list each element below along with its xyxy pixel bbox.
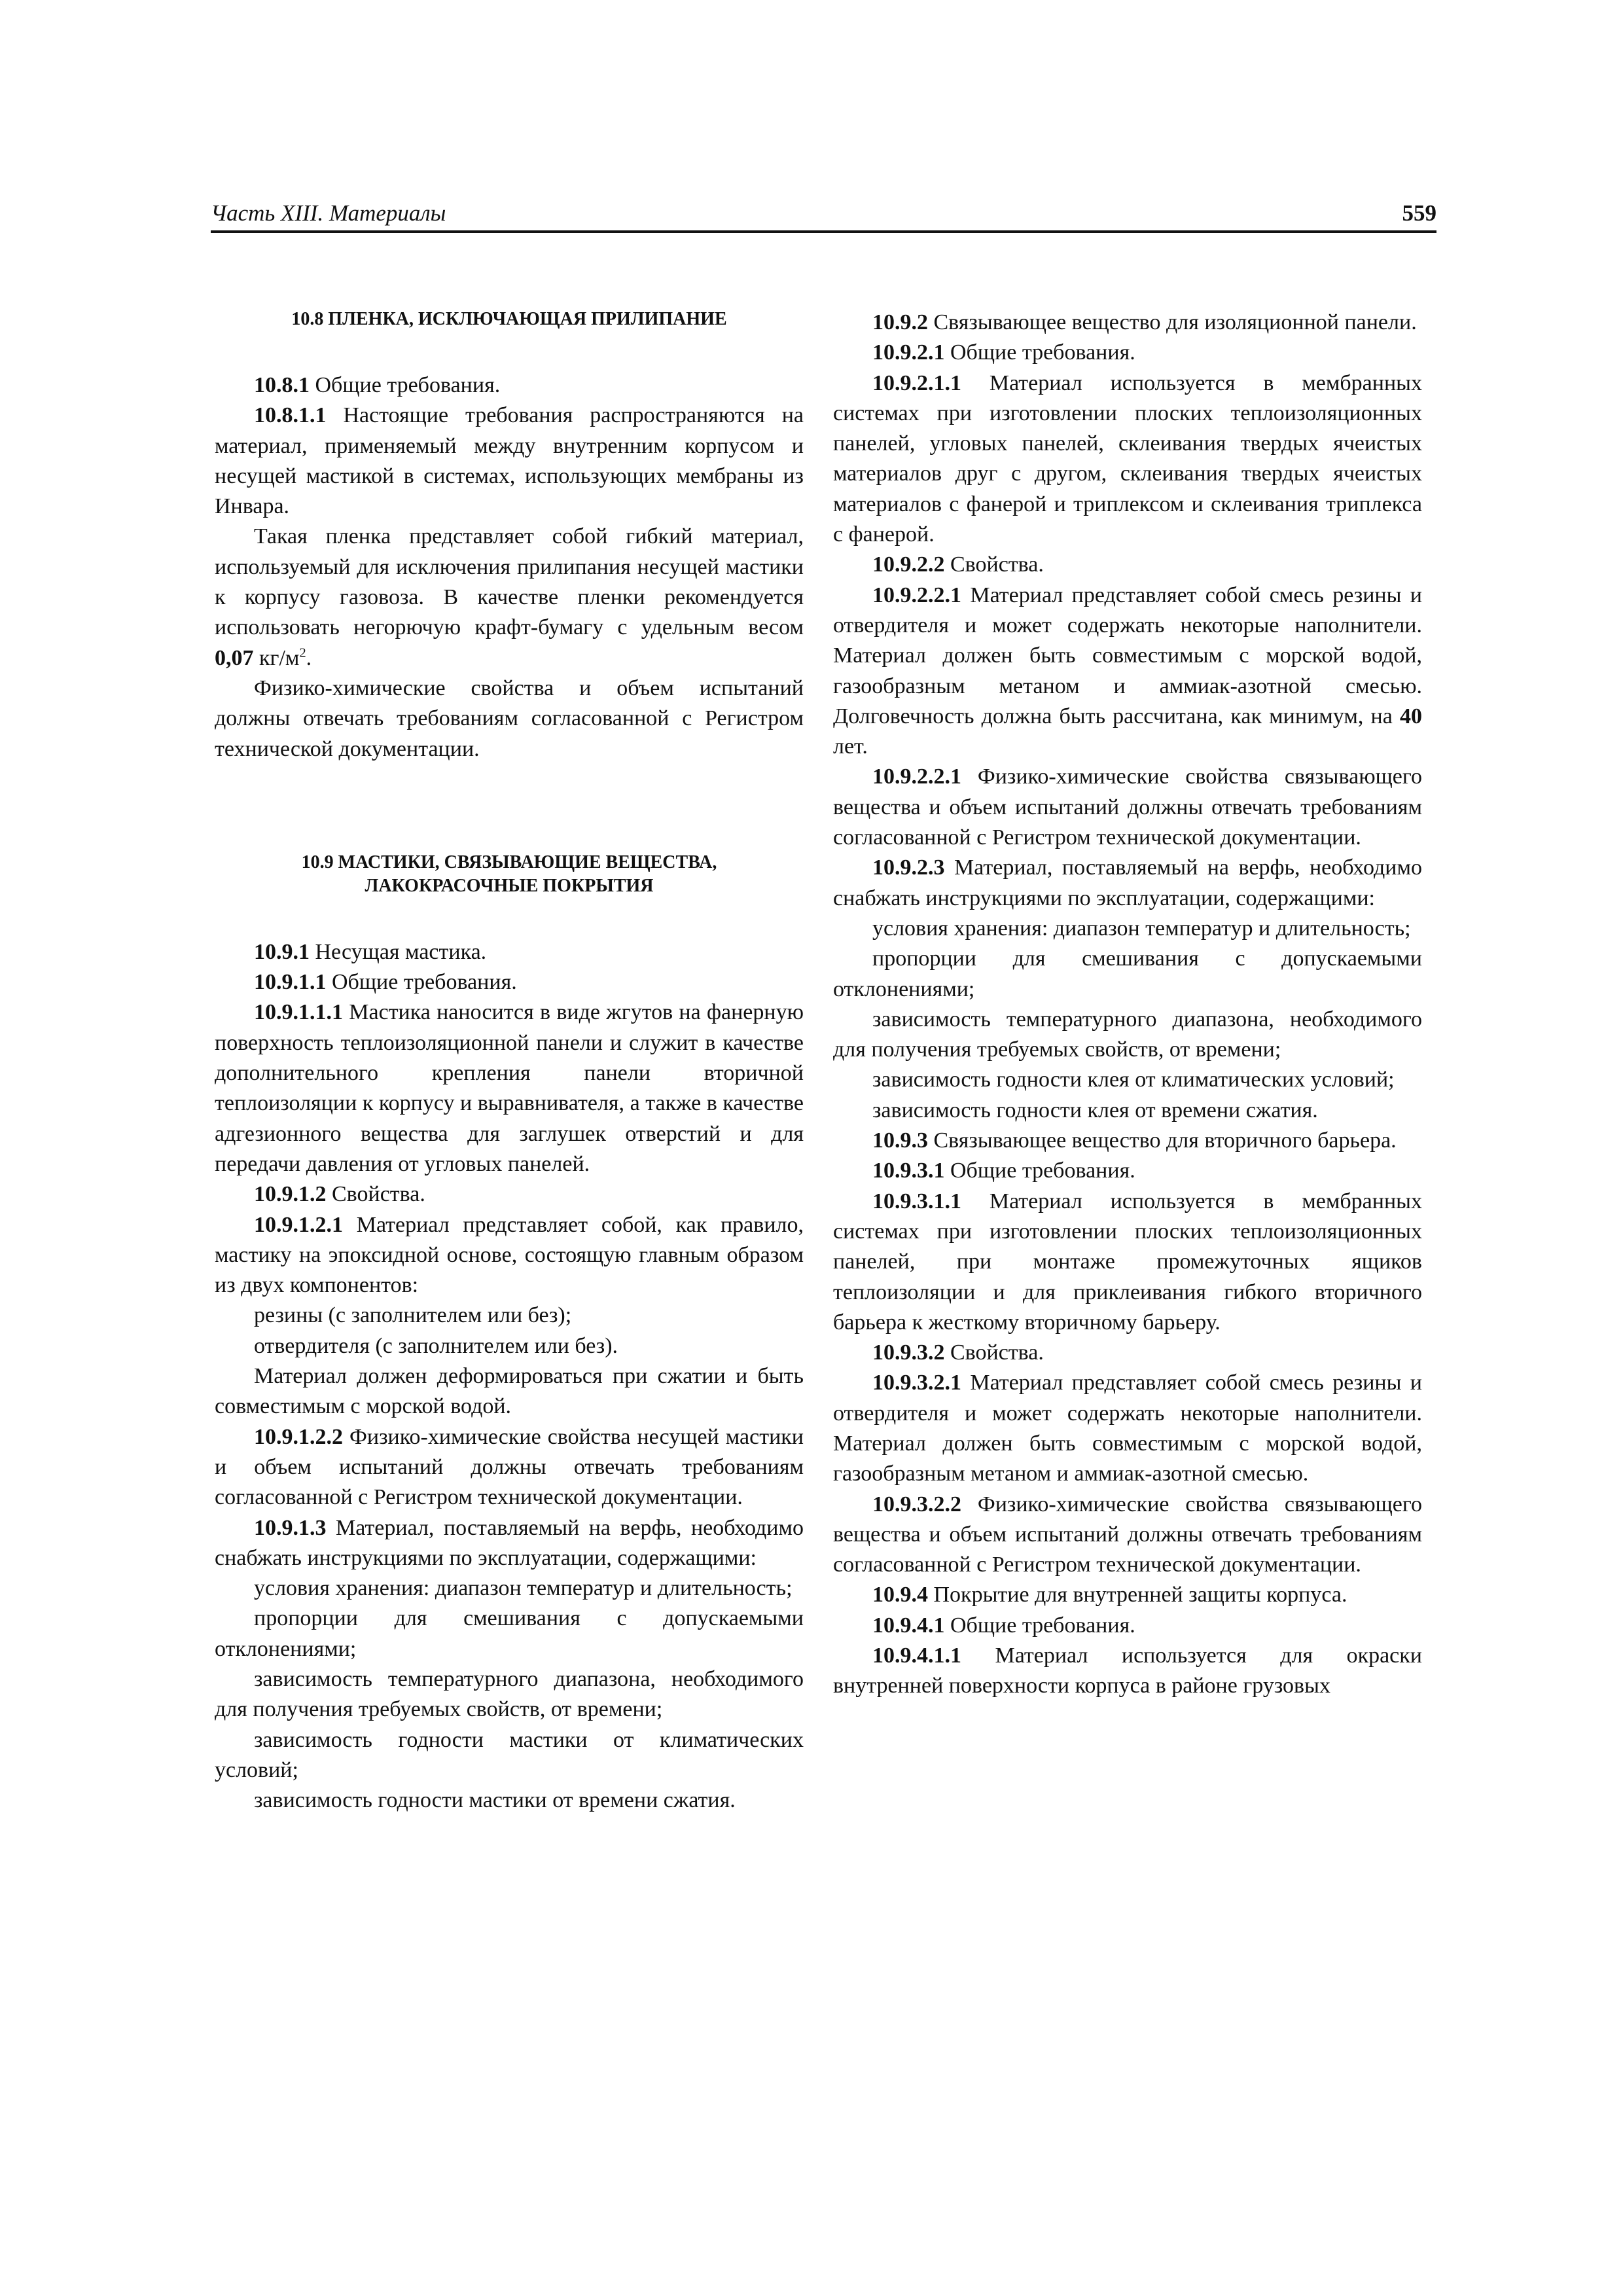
list-item: отвердителя (с заполнителем или без). [254,1333,618,1358]
header-title: Часть XIII. Материалы [211,200,446,226]
paragraph: 10.9.4.1 Общие требования. [872,1613,1135,1638]
list-item: зависимость годности клея от времени сжатия. [872,1098,1318,1122]
paragraph: 10.9.3.1 Общие требования. [872,1158,1135,1183]
list-item: резины (с заполнителем или без); [254,1303,572,1328]
paragraph: 10.9.1.2.1 Материал представляет собой, как правило, мастику на эпоксидной основе, состоящую главным образом из двух компонентов: [215,1212,804,1298]
paragraph: 10.9.3.2.1 Материал представляет собой смесь резины и отвердителя и может содержать некоторые наполнители. Материал должен быть совместимым с морской водой, газообразным метаном и аммиак-азотной смесью. [833,1371,1422,1486]
paragraph: 10.9.4.1.1 Материал используется для окраски внутренней поверхности корпуса в районе грузовых [833,1643,1422,1698]
paragraph: 10.9.4 Покрытие для внутренней защиты корпуса. [872,1583,1347,1607]
paragraph: 10.8.1.1 Настоящие требования распространяются на материал, применяемый между внутренним корпусом и несущей мастикой в системах, использующих мембраны из Инвара. [215,403,804,519]
paragraph: 10.9.1 Несущая мастика. [254,939,487,964]
list-item: зависимость годности мастики от климатических условий; [215,1727,804,1782]
paragraph: 10.9.1.3 Материал, поставляемый на верфь, необходимо снабжать инструкциями по эксплуатации, содержащими: [215,1515,804,1570]
running-header [211,200,1436,232]
paragraph: 10.9.2.2.1 Физико-химические свойства связывающего вещества и объем испытаний должны отвечать требованиям согласованной с Регистром технической документации. [833,764,1422,850]
paragraph: 10.9.2.1 Общие требования. [872,340,1135,365]
list-item: условия хранения: диапазон температур и длительность; [254,1576,793,1601]
left-column [215,308,804,1816]
paragraph: 10.9.1.2.2 Физико-химические свойства несущей мастики и объем испытаний должны отвечать требованиям согласованной с Регистром технической документации. [215,1424,804,1510]
paragraph: 10.9.3 Связывающее вещество для вторичного барьера. [872,1128,1397,1153]
paragraph: 10.9.3.2 Свойства. [872,1340,1044,1365]
paragraph: 10.9.2 Связывающее вещество для изоляционной панели. [872,310,1417,334]
list-item: условия хранения: диапазон температур и длительность; [872,916,1411,941]
paragraph: 10.9.2.1.1 Материал используется в мембранных системах при изготовлении плоских теплоизоляционных панелей, угловых панелей, склеивания твердых ячеистых материалов друг с другом, склеивания твердых ячеистых материалов с фанерой и триплексом и склеивания триплекса с фанерой. [833,370,1422,547]
paragraph: Физико-химические свойства и объем испытаний должны отвечать требованиям согласованной с Регистром технической документации. [215,675,804,761]
page-number: 559 [1402,200,1436,226]
list-item: зависимость температурного диапазона, необходимого для получения требуемых свойств, от времени; [215,1666,804,1722]
paragraph: 10.9.3.2.2 Физико-химические свойства связывающего вещества и объем испытаний должны отвечать требованиям согласованной с Регистром технической документации. [833,1492,1422,1577]
paragraph: 10.9.2.2 Свойства. [872,552,1044,577]
list-item: зависимость годности клея от климатических условий; [872,1067,1395,1092]
list-item: пропорции для смешивания с допускаемыми отклонениями; [215,1606,804,1661]
paragraph: 10.9.1.1.1 Мастика наносится в виде жгутов на фанерную поверхность теплоизоляционной панели и служит в качестве дополнительного крепления панели вторичной теплоизоляции к корпусу и выравнивателя, а также в качестве адгезионного вещества для заглушек отверстий и для передачи давления от угловых панелей. [215,1000,804,1176]
list-item: зависимость температурного диапазона, необходимого для получения требуемых свойств, от времени; [833,1007,1422,1062]
paragraph: 10.9.2.3 Материал, поставляемый на верфь, необходимо снабжать инструкциями по эксплуатации, содержащими: [833,855,1422,910]
paragraph: 10.9.2.2.1 Материал представляет собой смесь резины и отвердителя и может содержать некоторые наполнители. Материал должен быть совместимым с морской водой, газообразным метаном и аммиак-азотной смесью. Долговечность должна быть рассчитана, как минимум, на 40 лет. [833,583,1422,759]
right-column [833,308,1422,1702]
paragraph: Материал должен деформироваться при сжатии и быть совместимым с морской водой. [215,1364,804,1419]
paragraph: Такая пленка представляет собой гибкий материал, используемый для исключения прилипания несущей мастики к корпусу газовоза. В качестве пленки рекомендуется использовать негорючую крафт-бумагу с удельным весом 0,07 $кг/м^2$. [215,524,804,670]
list-item: пропорции для смешивания с допускаемыми отклонениями; [833,946,1422,1001]
paragraph: 10.9.1.2 Свойства. [254,1182,425,1207]
paragraph: 10.9.3.1.1 Материал используется в мембранных системах при изготовлении плоских теплоизоляционных панелей, при монтаже промежуточных ящиков теплоизоляции и для приклеивания гибкого вторичного барьера к жесткому вторичному барьеру. [833,1189,1422,1335]
paragraph: 10.9.1.1 Общие требования. [254,970,517,995]
list-item: зависимость годности мастики от времени сжатия. [254,1788,736,1813]
paragraph: 10.8.1 Общие требования. [254,373,501,397]
section-heading-10-9: 10.9 МАСТИКИ, СВЯЗЫВАЮЩИЕ ВЕЩЕСТВА, ЛАКОКРАСОЧНЫЕ ПОКРЫТИЯ [301,852,717,896]
section-heading-10-8: 10.8 ПЛЕНКА, ИСКЛЮЧАЮЩАЯ ПРИЛИПАНИЕ [291,309,727,329]
header-rule [211,230,1436,233]
